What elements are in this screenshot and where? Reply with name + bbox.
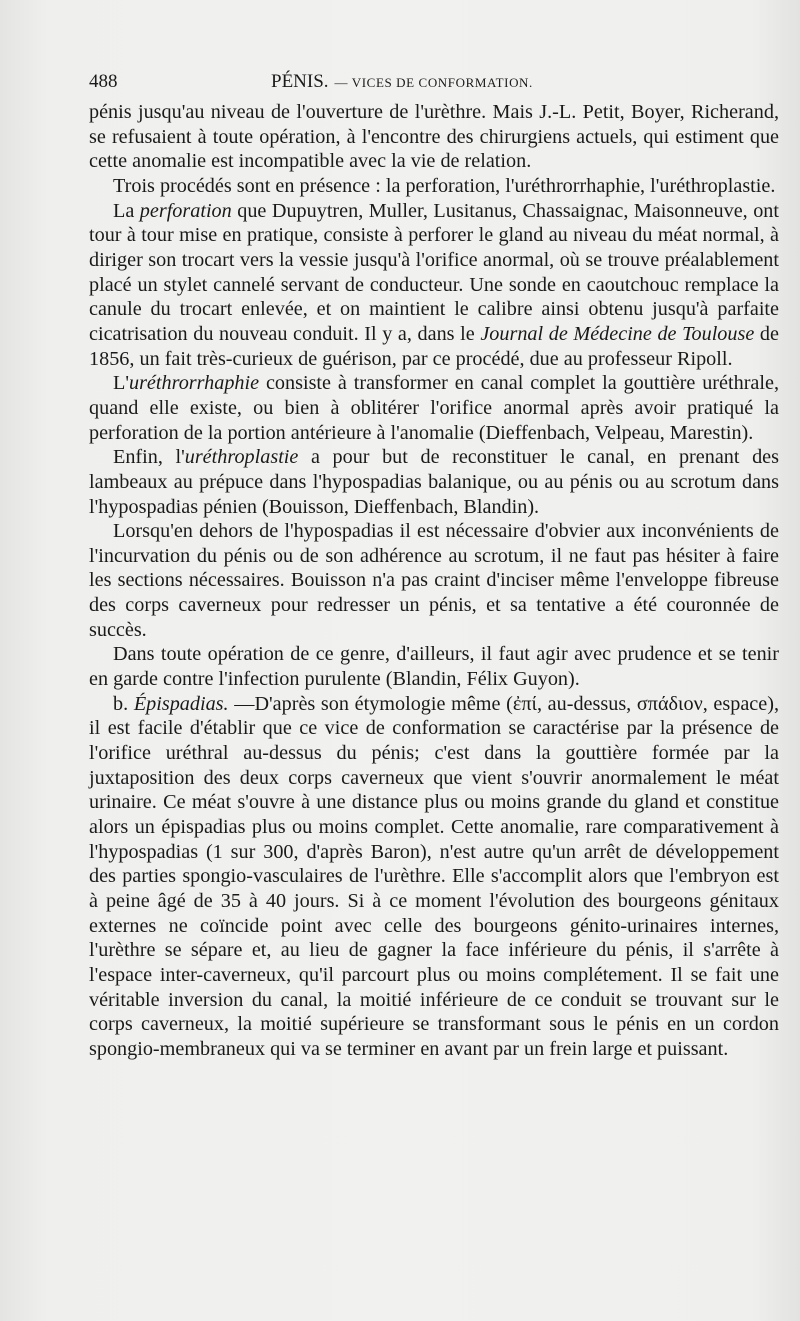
italic-run: perforation <box>139 199 232 222</box>
text-run: Enfin, l' <box>113 446 185 469</box>
text-run: La <box>113 199 140 222</box>
italic-run: uréthrorrhaphie <box>128 372 260 395</box>
paragraph <box>89 642 779 691</box>
running-subtitle: — VICES DE CONFORMATION. <box>334 75 533 90</box>
paragraph <box>89 445 779 519</box>
text-run: Dans toute opération de ce genre, d'ailleurs, il faut agir avec prudence et se tenir en garde contre l'infection purulente (Blandin, Félix Guyon). <box>89 643 779 691</box>
text-run: a pour but de reconstituer le canal, en prenant des lambeaux au prépuce dans l'hypospadias balanique, ou au pénis ou au scrotum dans l'hypospadias pénien (Bouisson, Dieffenbach, Blandin). <box>89 446 779 518</box>
italic-run: uréthroplastie <box>184 446 299 469</box>
text-run: pénis jusqu'au niveau de l'ouverture de l'urèthre. Mais J.-L. Petit, Boyer, Richerand, se refusaient à toute opération, à l'encontre des chirurgiens actuels, qui estiment que cette anomalie est incompatible avec la vie de relation. <box>89 101 779 173</box>
italic-run: Épispadias. <box>133 692 229 715</box>
paragraph <box>89 371 779 445</box>
text-run: —D'après son étymologie même (ἐπί, au-dessus, σπάδιον, espace), il est facile d'établir que ce vice de conformation se caractérise par la présence de l'orifice uréthral au-dessus du pénis; c'est dans la gouttière formée par la juxtaposition des deux corps caverneux que vient s'ouvrir anormalement le méat urinaire. Ce méat s'ouvre à une distance plus ou moins grande du gland et constitue alors un épispadias plus ou moins complet. Cette anomalie, rare comparativement à l'hypospadias (1 sur 300, d'après Baron), n'est autre qu'un arrêt de développement des parties spongio-vasculaires de l'urèthre. Elle s'accomplit alors que l'embryon est à peine âgé de 35 à 40 jours. Si à ce moment l'évolution des bourgeons génitaux externes ne coïncide point avec celle des bourgeons génito-urinaires internes, l'urèthre se sépare et, au lieu de gagner la face inférieure du pénis, il s'arrête à l'espace inter-caverneux, qu'il parcourt plus ou moins complétement. Il se fait une véritable inversion du canal, la moitié inférieure de ce conduit se trouvant sur le corps caverneux, la moitié supérieure se transformant sous le pénis en un cordon spongio-membraneux qui va se terminer en avant par un frein large et puissant. <box>89 692 779 1060</box>
paragraph <box>89 100 779 174</box>
running-head <box>271 71 533 93</box>
paragraph <box>89 174 779 199</box>
text-run: consiste à transformer en canal complet la gouttière uréthrale, quand elle existe, ou bien à oblitérer l'orifice anormal après avoir pratiqué la perforation de la portion antérieure à l'anomalie (Dieffenbach, Velpeau, Marestin). <box>89 372 779 444</box>
running-title: PÉNIS. <box>271 71 329 92</box>
paragraph <box>89 199 779 372</box>
page-number: 488 <box>89 71 118 92</box>
text-run: Lorsqu'en dehors de l'hypospadias il est nécessaire d'obvier aux inconvénients de l'incurvation du pénis ou de son adhérence au scrotum, il ne faut pas hésiter à faire les sections nécessaires. Bouisson n'a pas craint d'inciser même l'enveloppe fibreuse des corps caverneux pour redresser un pénis, et sa tentative a été couronnée de succès. <box>89 520 779 641</box>
text-run: L' <box>113 372 129 395</box>
text-run: b. <box>113 692 134 715</box>
page-header <box>89 71 779 97</box>
text-run: que Dupuytren, Muller, Lusitanus, Chassaignac, Maisonneuve, ont tour à tour mise en pratique, consiste à perforer le gland au niveau du méat normal, à diriger son trocart vers la vessie jusqu'à l'orifice anormal, où se trouve préalablement placé un stylet cannelé servant de conducteur. Une sonde en caoutchouc remplace la canule du trocart enlevée, et on maintient le calibre ainsi obtenu jusqu'à parfaite cicatrisation du nouveau conduit. Il y a, dans le <box>89 199 779 345</box>
body-text <box>89 100 779 1062</box>
text-run: de 1856, un fait très-curieux de guérison, par ce procédé, due au professeur Ripoll. <box>89 322 779 370</box>
paragraph <box>89 692 779 1062</box>
text-run: Trois procédés sont en présence : la perforation, l'uréthrorrhaphie, l'uréthroplastie. <box>113 174 776 197</box>
italic-run: Journal de Médecine de Toulouse <box>480 322 755 345</box>
paragraph <box>89 519 779 642</box>
